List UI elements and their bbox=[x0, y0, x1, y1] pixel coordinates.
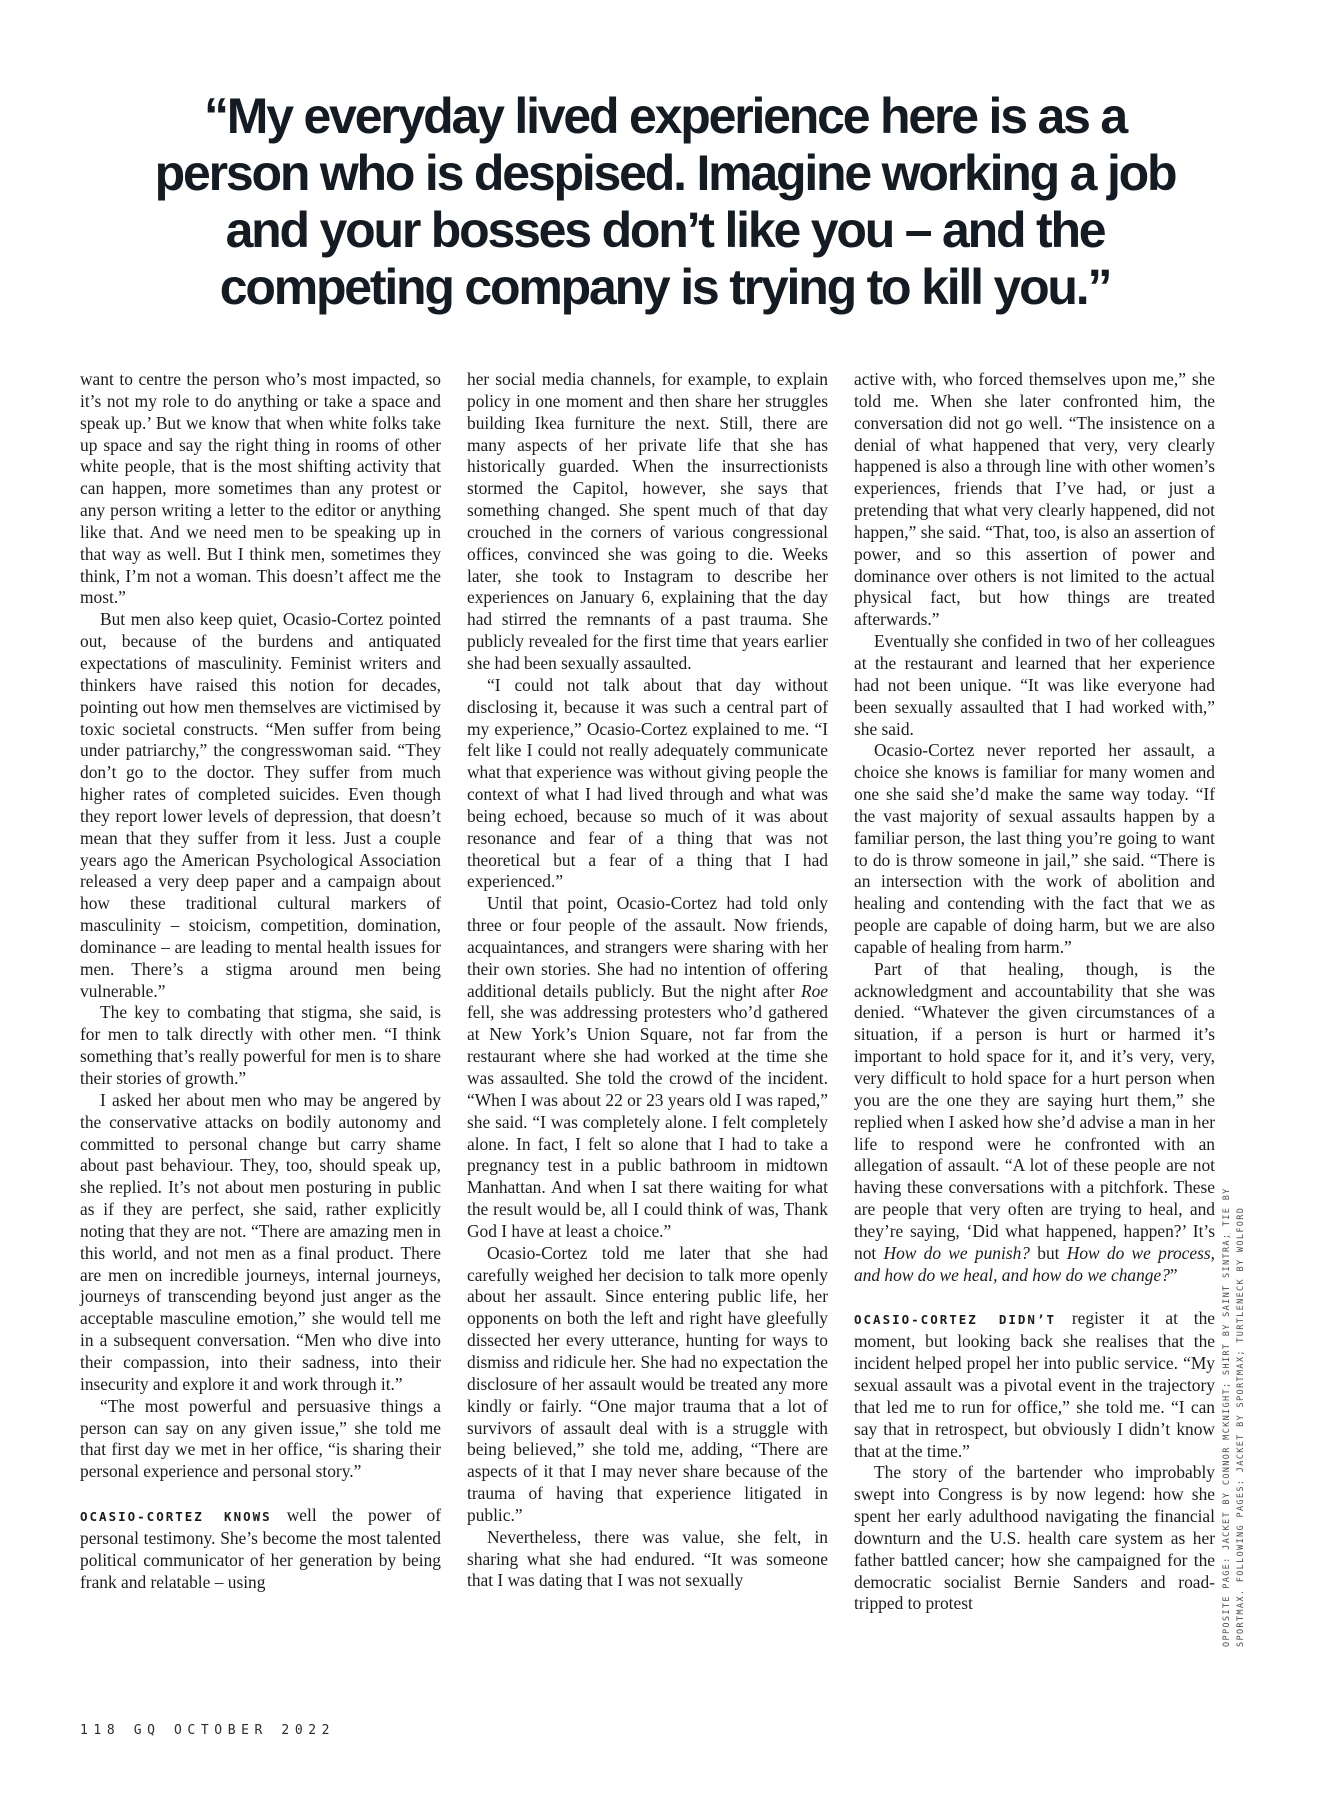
paragraph-text: fell, she was addressing protesters who’d gathered at New York’s Union Square, not far from the restaurant where she had worked at the time she was assaulted. She told the crowd of the incident. “When I was about 22 or 23 years old I was raped,” she said. “I was completely alone. I felt completely alone. In fact, I felt so alone that I had to take a pregnancy test in a public bathroom in midtown Manhattan. And when I sat there waiting for what the result would be, all I could think of was, Thank God I have at least a choice.” bbox=[467, 1002, 828, 1241]
paragraph-text: but bbox=[1029, 1242, 1060, 1263]
paragraph: active with, who forced themselves upon me,” she told me. When she later confronted him, the conversation did not go well. “The insistence on a denial of what happened that very, very clearly happened is also a through line with other women’s experiences, friends that I’ve had, or just a pretending that what very clearly happened, did not happen,” she said. “That, too, is also an assertion of power, and so this assertion of power and dominance over others is not limited to the actual physical fact, but how things are treated afterwards.” bbox=[854, 369, 1215, 630]
paragraph: want to centre the person who’s most impacted, so it’s not my role to do anything or take a space and speak up.’ But we know that when white folks take up space and say the right thing in rooms of other white people, that is the most shifting activity that can happen, more sometimes than any protest or any person writing a letter to the editor or anything like that. And we need men to be speaking up in that way as well. But I think men, sometimes they think, I’m not a woman. This doesn’t affect me the most.” bbox=[80, 369, 441, 608]
italic-title: Roe bbox=[800, 980, 828, 1001]
section-opener-paragraph bbox=[854, 1308, 1215, 1462]
section-lead-in: OCASIO-CORTEZ KNOWS bbox=[80, 1509, 272, 1525]
paragraph-text: Part of that healing, though, is the acknowledgment and accountability that she was denied. “Whatever the given circumstances of a situation, if a person is hurt or harmed it’s important to hold space for it, and it’s very, very, very difficult to hold space for a hurt person when you are the one they are saying hurt them,” she replied when I asked how she’d advise a man in her life to respond were he confronted with an allegation of assault. “A lot of these people are not having these conversations with a pitchfork. These are people that very often are trying to heal, and they’re saying, ‘Did what happened, happen?’ It’s not bbox=[854, 958, 1215, 1263]
section-text: well the power of personal testimony. She’s become the most talented political communicator of her generation by being frank and relatable – using bbox=[80, 1505, 441, 1592]
credit-line: OPPOSITE PAGE: JACKET BY CONNOR MCKNIGHT; SHIRT BY SAINT SINTRA; TIE BY bbox=[1222, 1187, 1232, 1647]
paragraph bbox=[467, 893, 828, 1243]
article-column-3 bbox=[854, 369, 1215, 1615]
paragraph bbox=[854, 959, 1215, 1287]
paragraph: her social media channels, for example, to explain policy in one moment and then share her struggles building Ikea furniture the next. Still, there are many aspects of her private life that she has historically guarded. When the insurrectionists stormed the Capitol, however, she says that something changed. She spent much of that day crouched in the corners of various congressional offices, convinced she was going to die. Weeks later, she took to Instagram to describe her experiences on January 6, explaining that the day had stirred the remnants of a past trauma. She publicly revealed for the first time that years earlier she had been sexually assaulted. bbox=[467, 369, 828, 673]
article-column-1 bbox=[80, 369, 441, 1593]
paragraph: Nevertheless, there was value, she felt, in sharing what she had endured. “It was someone that I was dating that I was not sexually bbox=[467, 1526, 828, 1591]
page-folio: 118 GQ OCTOBER 2022 bbox=[80, 1723, 336, 1738]
pull-quote: “My everyday lived experience here is as a person who is despised. Imagine working a job and your bosses don’t like you – and the competing company is trying to kill you.” bbox=[154, 88, 1176, 315]
paragraph: Eventually she confided in two of her colleagues at the restaurant and learned that her experience had not been unique. “It was like everyone had been sexually assaulted that I had worked with,” she said. bbox=[854, 631, 1215, 739]
paragraph-text: ” bbox=[1169, 1264, 1178, 1285]
paragraph: “The most powerful and persuasive things a person can say on any given issue,” she told me that first day we met in her office, “is sharing their personal experience and personal story.” bbox=[80, 1395, 441, 1482]
italic-phrase: How do we process, and how do we heal, and how do we change? bbox=[854, 1242, 1215, 1285]
paragraph: But men also keep quiet, Ocasio-Cortez pointed out, because of the burdens and antiquated expectations of masculinity. Feminist writers and thinkers have raised this notion for decades, pointing out how men themselves are victimised by toxic societal constructs. “Men suffer from being under patriarchy,” the congresswoman said. “They don’t go to the doctor. They suffer from much higher rates of completed suicides. Even though they report lower levels of depression, that doesn’t mean that they suffer from it less. Just a couple years ago the American Psychological Association released a very deep paper and a campaign about how these traditional cultural markers of masculinity – stoicism, competition, domination, dominance – are leading to mental health issues for men. There’s a stigma around men being vulnerable.” bbox=[80, 609, 441, 1001]
paragraph: Ocasio-Cortez told me later that she had carefully weighed her decision to talk more openly about her assault. Since entering public life, her opponents on both the left and right have gleefully dissected her every utterance, hunting for ways to dismiss and ridicule her. She had no expectation the disclosure of her assault would be treated any more kindly or fairly. “One major trauma that a lot of survivors of assault deal with is a struggle with being believed,” she told me, adding, “There are aspects of it that I may never share because of the trauma of having that experience litigated in public.” bbox=[467, 1242, 828, 1525]
paragraph: Ocasio-Cortez never reported her assault, a choice she knows is familiar for many women and one she said she’d make the same way today. “If the vast majority of sexual assaults happen by a familiar person, the last thing you’re going to want to do is throw someone in jail,” she said. “There is an intersection with the work of abolition and healing and contending with the fact that we as people are capable of doing harm, but we are also capable of healing from harm.” bbox=[854, 740, 1215, 957]
paragraph-text: Until that point, Ocasio-Cortez had told only three or four people of the assault. Now friends, acquaintances, and strangers were sharing with her their own stories. She had no intention of offering additional details publicly. But the night after bbox=[467, 893, 828, 1001]
italic-phrase: How do we punish? bbox=[883, 1242, 1030, 1263]
section-text: register it at the moment, but looking back she realises that the incident helped propel her into public service. “My sexual assault was a pivotal event in the trajectory that led me to run for office,” she told me. “I can say that in retrospect, but obviously I didn’t know that at the time.” bbox=[854, 1308, 1215, 1461]
paragraph: The key to combating that stigma, she said, is for men to talk directly with other men. “I think something that’s really powerful for men is to share their stories of growth.” bbox=[80, 1002, 441, 1088]
paragraph: The story of the bartender who improbably swept into Congress is by now legend: how she spent her early adulthood navigating the financial downturn and the U.S. health care system as her father battled cancer; how she campaigned for the democratic socialist Bernie Sanders and road-tripped to protest bbox=[854, 1462, 1215, 1614]
paragraph: I asked her about men who may be angered by the conservative attacks on bodily autonomy and committed to personal change but carry shame about past behaviour. They, too, should speak up, she replied. It’s not about men posturing in public as if they are perfect, she said, rather explicitly noting that they are not. “There are amazing men in this world, and not men as a final product. There are men on incredible journeys, internal journeys, journeys of transcending beyond just anger as the acceptable masculine emotion,” she would tell me in a subsequent conversation. “Men who dive into their compassion, into their sadness, into their insecurity and explore it and work through it.” bbox=[80, 1089, 441, 1394]
section-lead-in: OCASIO-CORTEZ DIDN’T bbox=[854, 1312, 1057, 1328]
credit-line: SPORTMAX. FOLLOWING PAGES: JACKET BY SPORTMAX; TURTLENECK BY WOLFORD bbox=[1236, 1206, 1246, 1647]
article-column-2 bbox=[467, 369, 828, 1592]
section-opener-paragraph bbox=[80, 1505, 441, 1593]
paragraph: “I could not talk about that day without disclosing it, because it was such a central part of my experience,” Ocasio-Cortez explained to me. “I felt like I could not really adequately communicate what that experience was without giving people the context of what I had lived through and what was being echoed, because so much of it was about resonance and fear of a thing that was not theoretical but a fear of a thing that I had experienced.” bbox=[467, 674, 828, 892]
